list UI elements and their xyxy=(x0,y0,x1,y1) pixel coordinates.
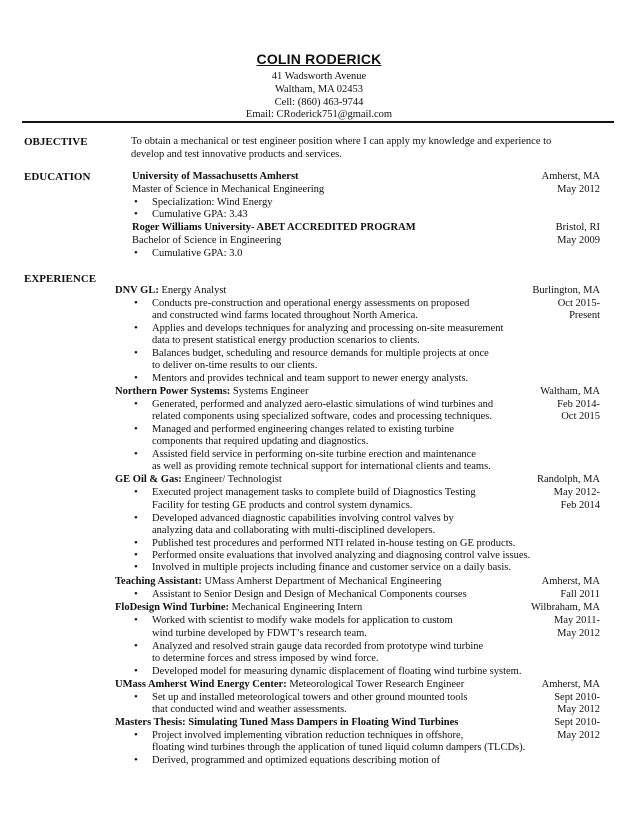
wec-header xyxy=(115,679,464,690)
dnv-bullet-2a: Applies and develops techniques for analyzing and processing on-site measurement xyxy=(152,323,504,334)
ta-bullet-1: Assistant to Senior Design and Design of Mechanical Components courses xyxy=(152,589,467,600)
ge-bullet-1a: Executed project management tasks to complete build of Diagnostics Testing xyxy=(152,487,476,498)
npower-bullet-1a: Generated, performed and analyzed aero-elastic simulations of wind turbines and xyxy=(152,399,494,410)
wec-location: Amherst, MA xyxy=(541,679,600,690)
bullet: • xyxy=(134,372,138,384)
dnv-company: DNV GL: xyxy=(115,285,159,296)
bullet: • xyxy=(134,561,138,573)
email: Email: CRoderick751@gmail.com xyxy=(245,109,393,120)
wec-date-start: Sept 2010- xyxy=(554,692,600,703)
flo-title: Mechanical Engineering Intern xyxy=(229,602,363,613)
thesis-header: Masters Thesis: Simulating Tuned Mass Dampers in Floating Wind Turbines xyxy=(115,717,459,728)
experience-heading: EXPERIENCE xyxy=(24,273,97,285)
cell-phone: Cell: (860) 463-9744 xyxy=(274,97,364,108)
flo-bullet-1b: wind turbine developed by FDWT’s research team. xyxy=(152,628,367,639)
npower-bullet-3b: as well as providing remote technical support for international clients and teams. xyxy=(152,461,491,472)
dnv-title: Energy Analyst xyxy=(158,285,227,296)
npower-header xyxy=(115,386,308,397)
flo-location: Wilbraham, MA xyxy=(531,602,600,613)
npower-bullet-2a: Managed and performed engineering changes related to existing turbine xyxy=(152,424,455,435)
bullet: • xyxy=(134,398,138,410)
bullet: • xyxy=(134,347,138,359)
ge-bullet-1b: Facility for testing GE products and control system dynamics. xyxy=(152,500,413,511)
rwu-location: Bristol, RI xyxy=(555,222,600,233)
ge-date-end: Feb 2014 xyxy=(560,500,600,511)
dnv-bullet-3a: Balances budget, scheduling and resource demands for multiple projects at once xyxy=(152,348,489,359)
npower-company: Northern Power Systems: xyxy=(115,386,231,397)
thesis-date-end: May 2012 xyxy=(557,730,600,741)
dnv-bullet-1a: Conducts pre-construction and operational energy assessments on proposed xyxy=(152,298,470,309)
wec-date-end: May 2012 xyxy=(557,704,600,715)
wec-bullet-1a: Set up and installed meteorological towers and other ground mounted tools xyxy=(152,692,468,703)
umass-gpa: Cumulative GPA: 3.43 xyxy=(152,209,248,220)
dnv-bullet-3b: to deliver on-time results to our clients. xyxy=(152,360,318,371)
resume-name: COLIN RODERICK xyxy=(256,51,382,67)
ge-date-start: May 2012- xyxy=(553,487,600,498)
bullet: • xyxy=(134,297,138,309)
bullet: • xyxy=(134,537,138,549)
ta-title: UMass Amherst Department of Mechanical Engineering xyxy=(201,576,442,587)
rwu-date: May 2009 xyxy=(557,235,600,246)
bullet: • xyxy=(134,549,138,561)
flo-bullet-3: Developed model for measuring dynamic displacement of floating wind turbine system. xyxy=(152,666,522,677)
dnv-date-start: Oct 2015- xyxy=(557,298,600,309)
npower-title: Systems Engineer xyxy=(230,386,309,397)
thesis-bullet-1a: Project involved implementing vibration reduction techniques in offshore, xyxy=(152,730,464,741)
dnv-header xyxy=(115,285,226,296)
flo-date-start: May 2011- xyxy=(554,615,600,626)
objective-heading: OBJECTIVE xyxy=(24,136,88,148)
ta-location: Amherst, MA xyxy=(541,576,600,587)
objective-line-2: develop and test innovative products and services. xyxy=(131,149,342,160)
wec-title: Meteorological Tower Research Engineer xyxy=(286,679,465,690)
flo-bullet-2a: Analyzed and resolved strain gauge data recorded from prototype wind turbine xyxy=(152,641,484,652)
bullet: • xyxy=(134,247,138,259)
ge-bullet-2b: analyzing data and collaborating with multi-disciplined developers. xyxy=(152,525,436,536)
objective-line-1: To obtain a mechanical or test engineer position where I can apply my knowledge and experience to xyxy=(131,136,552,147)
ge-company: GE Oil & Gas: xyxy=(115,474,182,485)
bullet: • xyxy=(134,665,138,677)
flo-date-end: May 2012 xyxy=(557,628,600,639)
dnv-bullet-4: Mentors and provides technical and team support to newer energy analysts. xyxy=(152,373,469,384)
bullet: • xyxy=(134,512,138,524)
ta-company: Teaching Assistant: xyxy=(115,576,202,587)
rwu-school: Roger Williams University- ABET ACCREDITED PROGRAM xyxy=(132,222,416,233)
wec-bullet-1b: that conducted wind and weather assessments. xyxy=(152,704,347,715)
bullet: • xyxy=(134,448,138,460)
rwu-gpa: Cumulative GPA: 3.0 xyxy=(152,248,243,259)
wec-company: UMass Amherst Wind Energy Center: xyxy=(115,679,287,690)
bullet: • xyxy=(134,588,138,600)
dnv-date-end: Present xyxy=(569,310,600,321)
header-rule xyxy=(22,121,614,123)
bullet: • xyxy=(134,196,138,208)
address-line-2: Waltham, MA 02453 xyxy=(274,84,364,95)
ge-bullet-2a: Developed advanced diagnostic capabilities involving control valves by xyxy=(152,513,454,524)
dnv-location: Burlington, MA xyxy=(532,285,600,296)
bullet: • xyxy=(134,423,138,435)
ge-location: Randolph, MA xyxy=(537,474,600,485)
thesis-bullet-2: Derived, programmed and optimized equations describing motion of xyxy=(152,755,441,766)
bullet: • xyxy=(134,208,138,220)
dnv-bullet-1b: and constructed wind farms located throughout North America. xyxy=(152,310,418,321)
ge-bullet-4: Performed onsite evaluations that involved analyzing and diagnosing control valve issues. xyxy=(152,550,531,561)
flo-bullet-2b: to determine forces and stress imposed by wind force. xyxy=(152,653,379,664)
umass-school: University of Massachusetts Amherst xyxy=(132,171,299,182)
address-line-1: 41 Wadsworth Avenue xyxy=(271,71,367,82)
npower-bullet-3a: Assisted field service in performing on-site turbine erection and maintenance xyxy=(152,449,476,460)
ta-date: Fall 2011 xyxy=(560,589,600,600)
ge-header xyxy=(115,474,282,485)
education-heading: EDUCATION xyxy=(24,171,91,183)
npower-location: Waltham, MA xyxy=(540,386,600,397)
npower-date-end: Oct 2015 xyxy=(561,411,600,422)
thesis-bullet-1b: floating wind turbines through the application of tuned liquid column dampers (TLCDs). xyxy=(152,742,526,753)
rwu-degree: Bachelor of Science in Engineering xyxy=(132,235,282,246)
flo-company: FloDesign Wind Turbine: xyxy=(115,602,229,613)
bullet: • xyxy=(134,614,138,626)
thesis-date-start: Sept 2010- xyxy=(554,717,600,728)
bullet: • xyxy=(134,322,138,334)
bullet: • xyxy=(134,640,138,652)
flo-bullet-1a: Worked with scientist to modify wake models for application to custom xyxy=(152,615,453,626)
umass-date: May 2012 xyxy=(557,184,600,195)
npower-date-start: Feb 2014- xyxy=(557,399,600,410)
bullet: • xyxy=(134,729,138,741)
npower-bullet-2b: components that required updating and diagnostics. xyxy=(152,436,369,447)
bullet: • xyxy=(134,691,138,703)
umass-location: Amherst, MA xyxy=(541,171,600,182)
ge-bullet-3: Published test procedures and performed NTI related in-house testing on GE products. xyxy=(152,538,516,549)
ge-title: Engineer/ Technologist xyxy=(181,474,282,485)
bullet: • xyxy=(134,754,138,766)
ge-bullet-5: Involved in multiple projects including finance and customer service on a daily basis. xyxy=(152,562,511,573)
bullet: • xyxy=(134,486,138,498)
umass-specialization: Specialization: Wind Energy xyxy=(152,197,273,208)
npower-bullet-1b: related components using specialized software, codes and processing techniques. xyxy=(152,411,492,422)
dnv-bullet-2b: data to present statistical energy production scenarios to clients. xyxy=(152,335,420,346)
flo-header xyxy=(115,602,362,613)
ta-header xyxy=(115,576,442,587)
umass-degree: Master of Science in Mechanical Engineering xyxy=(132,184,325,195)
